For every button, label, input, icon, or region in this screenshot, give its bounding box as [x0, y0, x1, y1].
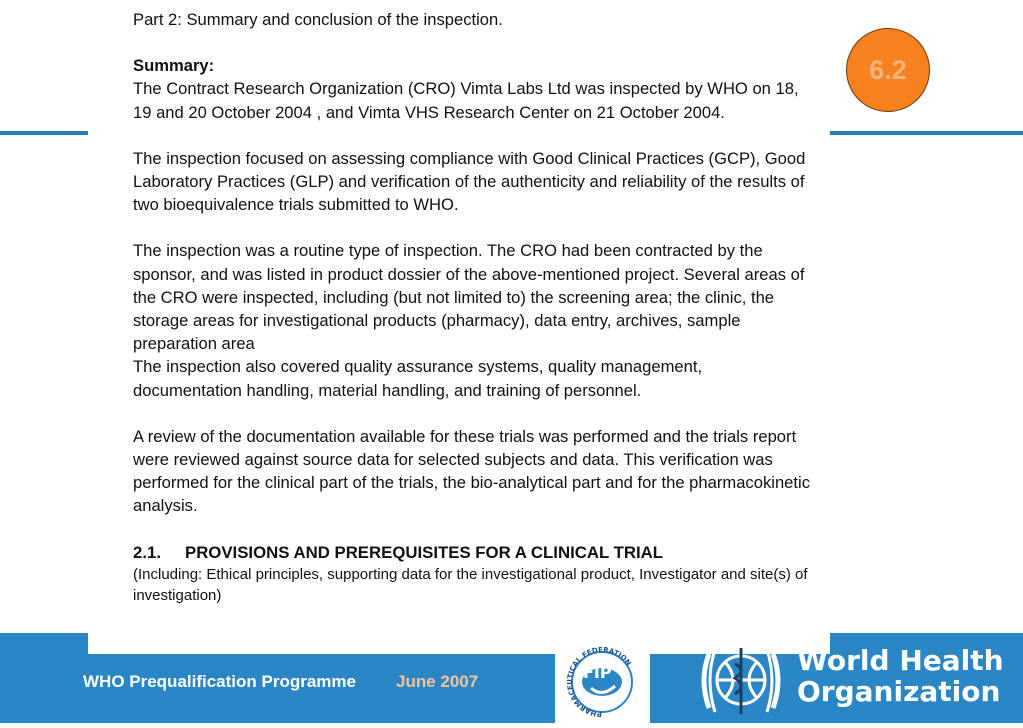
who-name-line1: World Health: [797, 644, 1004, 677]
document-page: [88, 0, 830, 654]
paragraph-4: The inspection also covered quality assurance systems, quality management, documentation handling, material handling, and training of personnel.: [133, 357, 703, 400]
section-title: PROVISIONS AND PREREQUISITES FOR A CLINICAL TRIAL: [185, 542, 663, 562]
fip-logo-text: FIP: [583, 663, 612, 682]
footer-programme: WHO Prequalification Programme: [83, 672, 356, 691]
section-subtitle: (Including: Ethical principles, supporting data for the investigational product, Investigator and site(s) of investigation): [133, 565, 808, 604]
who-emblem-icon: [695, 642, 787, 718]
footer-date: June 2007: [396, 672, 479, 691]
summary-paragraph: [133, 54, 813, 124]
paragraph-5: A review of the documentation available for these trials was performed and the trials report were reviewed against source data for selected subjects and data. This verification was performed for the clinical part of the trials, the bio-analytical part and for the pharmacokinetic analysis.: [133, 426, 810, 516]
section-number: 2.1.: [133, 542, 161, 562]
paragraph-2: The inspection focused on assessing compliance with Good Clinical Practices (GCP), Good Laboratory Practices (GLP) and verification of the authenticity and reliability of the results of two bioequivalence trials submitted to WHO.: [133, 148, 806, 215]
summary-label: Summary:: [133, 56, 215, 76]
header-rule-right: [830, 131, 1023, 135]
paragraph-1: The Contract Research Organization (CRO) Vimta Labs Ltd was inspected by WHO on 18, 19 and 20 October 2004 , and Vimta VHS Research Center on 21 October 2004.: [133, 79, 799, 122]
header-rule-left: [0, 131, 88, 135]
part-heading: Part 2: Summary and conclusion of the inspection.: [133, 10, 503, 29]
document-content: [133, 8, 813, 629]
who-name-line2: Organization: [797, 675, 1001, 708]
slide-number-badge: [846, 28, 930, 112]
paragraph-3: The inspection was a routine type of inspection. The CRO had been contracted by the sponsor, and was listed in product dossier of the above-mentioned project. Several areas of the CRO were inspected, including (but not limited to) the screening area; the clinic, the storage areas for investigational products (pharmacy), data entry, archives, sample preparation area: [133, 241, 805, 354]
slide-number-label: 6.2: [869, 54, 907, 85]
fip-ring-text: PHARMACEUTICAL FEDERATION: [566, 645, 633, 719]
who-name: [797, 645, 1004, 707]
fip-logo: [555, 640, 650, 723]
section-heading: [133, 541, 813, 564]
